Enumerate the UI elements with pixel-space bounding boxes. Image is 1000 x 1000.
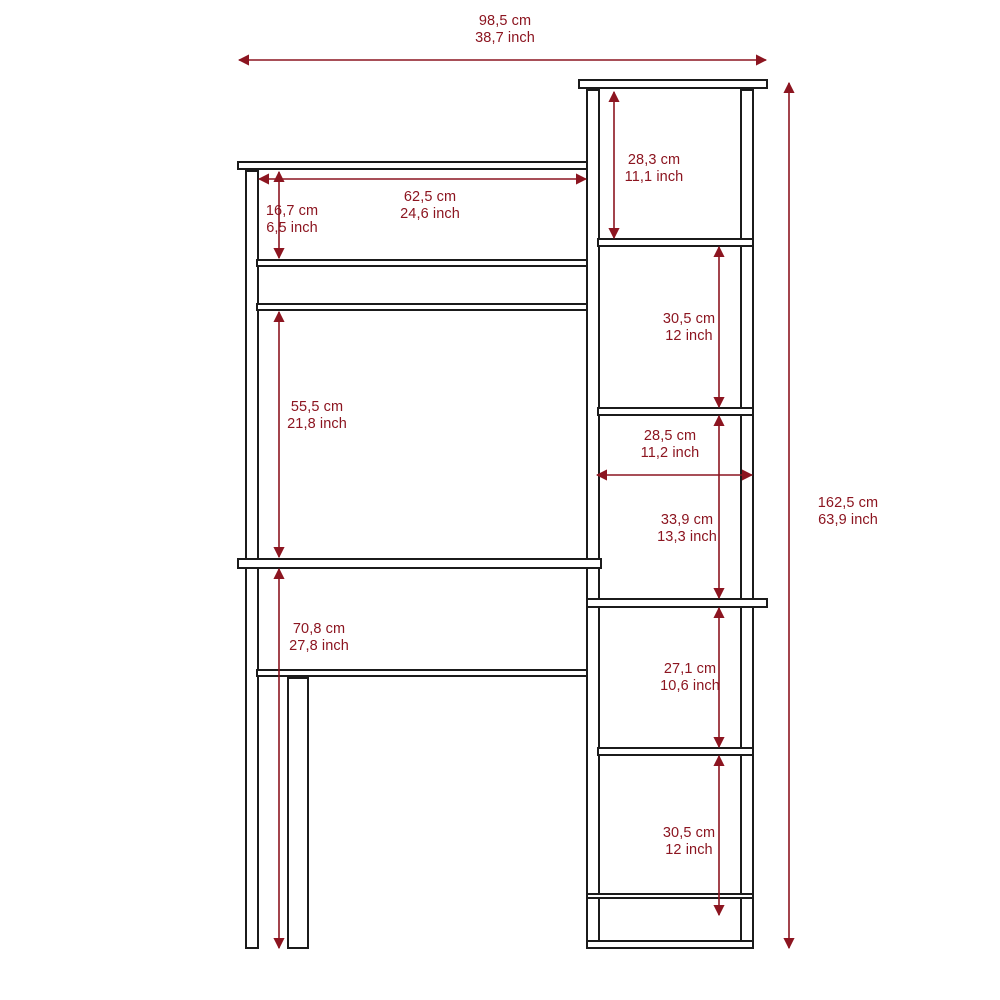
dim-tower-fourth-compartment-cm: 27,1 cm	[663, 661, 717, 677]
dim-overall-width	[440, 13, 570, 47]
dim-hutch-opening-height-inch: 21,8 inch	[287, 416, 347, 432]
dim-overall-width-cm: 98,5 cm	[478, 13, 532, 29]
dim-overall-height	[783, 495, 913, 529]
dim-tower-second-compartment	[624, 311, 754, 345]
dim-desk-height	[254, 621, 384, 655]
dim-desk-height-cm: 70,8 cm	[292, 621, 346, 637]
dim-hutch-opening-height	[252, 399, 382, 433]
dim-tower-bottom-compartment-inch: 12 inch	[665, 842, 713, 858]
dim-overall-width-inch: 38,7 inch	[475, 30, 535, 46]
dim-tower-top-compartment-cm: 28,3 cm	[627, 152, 681, 168]
dim-hutch-shelf-width-inch: 24,6 inch	[400, 206, 460, 222]
dim-overall-height-inch: 63,9 inch	[818, 512, 878, 528]
dim-tower-depth-width-inch: 11,2 inch	[640, 445, 700, 461]
dim-tower-third-compartment-inch: 13,3 inch	[657, 529, 717, 545]
dim-tower-depth-width	[605, 428, 735, 462]
dim-tower-third-compartment-cm: 33,9 cm	[660, 512, 714, 528]
dim-tower-top-compartment-inch: 11,1 inch	[624, 169, 684, 185]
dim-tower-fourth-compartment	[625, 661, 755, 695]
dim-tower-bottom-compartment	[624, 825, 754, 859]
dim-tower-second-compartment-inch: 12 inch	[665, 328, 713, 344]
dim-tower-second-compartment-cm: 30,5 cm	[662, 311, 716, 327]
dim-top-shelf-height-cm: 16,7 cm	[265, 203, 319, 219]
dim-tower-third-compartment	[622, 512, 752, 546]
dim-hutch-opening-height-cm: 55,5 cm	[290, 399, 344, 415]
dim-top-shelf-height-inch: 6,5 inch	[266, 220, 318, 236]
dim-desk-height-inch: 27,8 inch	[289, 638, 349, 654]
dim-tower-bottom-compartment-cm: 30,5 cm	[662, 825, 716, 841]
dim-hutch-shelf-width-cm: 62,5 cm	[403, 189, 457, 205]
dim-hutch-shelf-width	[365, 189, 495, 223]
dim-tower-depth-width-cm: 28,5 cm	[643, 428, 697, 444]
dim-tower-fourth-compartment-inch: 10,6 inch	[660, 678, 720, 694]
dim-top-shelf-height	[227, 203, 357, 237]
dim-overall-height-cm: 162,5 cm	[817, 495, 879, 511]
dim-tower-top-compartment	[589, 152, 719, 186]
